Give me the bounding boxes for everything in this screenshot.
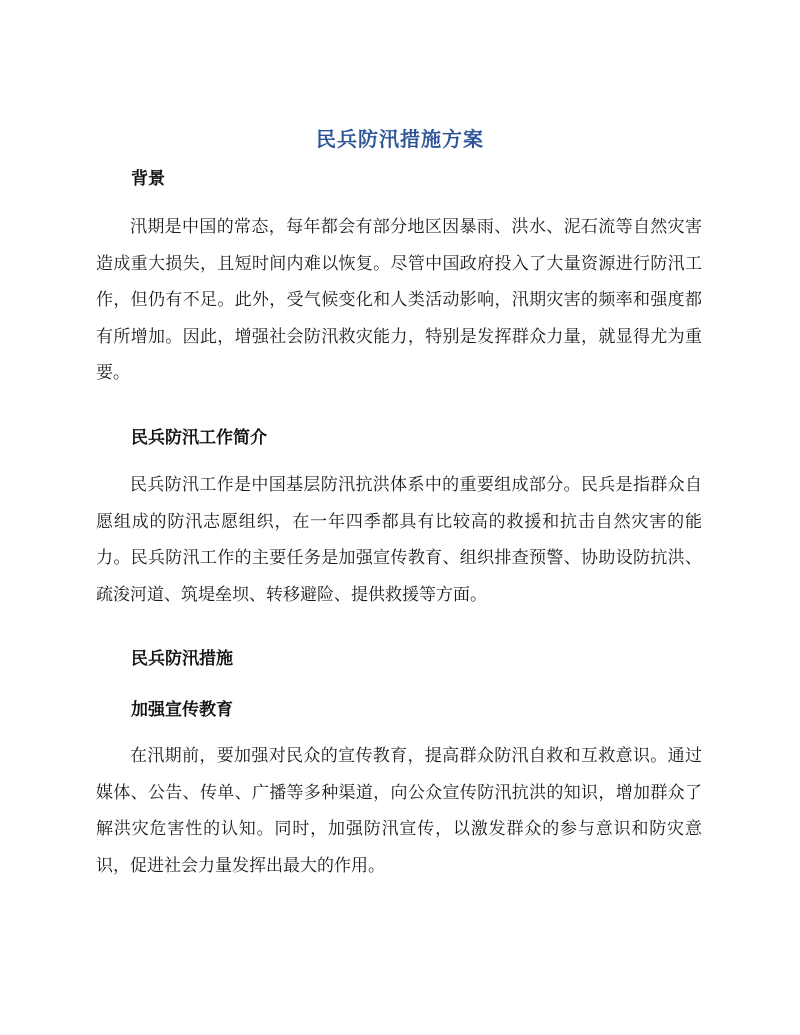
document-title: 民兵防汛措施方案 — [316, 127, 484, 151]
subsection-heading-education: 加强宣传教育 — [131, 700, 233, 720]
paragraph-intro: 民兵防汛工作是中国基层防汛抗洪体系中的重要组成部分。民兵是指群众自愿组成的防汛志愿组织，在一年四季都具有比较高的救援和抗击自然灾害的能力。民兵防汛工作的主要任务是加强宣传教育、组织排查预警、协助设防抗洪、疏浚河道、筑堤垒坝、转移避险、提供救援等方面。 — [96, 475, 702, 605]
section-heading-background: 背景 — [131, 169, 165, 189]
paragraph-background: 汛期是中国的常态，每年都会有部分地区因暴雨、洪水、泥石流等自然灾害造成重大损失，且短时间内难以恢复。尽管中国政府投入了大量资源进行防汛工作，但仍有不足。此外，受气候变化和人类活动影响，汛期灾害的频率和强度都有所增加。因此，增强社会防汛救灾能力，特别是发挥群众力量，就显得尤为重要。 — [96, 217, 702, 383]
section-heading-measures: 民兵防汛措施 — [131, 649, 233, 669]
section-heading-intro: 民兵防汛工作简介 — [131, 428, 267, 448]
paragraph-education: 在汛期前，要加强对民众的宣传教育，提高群众防汛自救和互救意识。通过媒体、公告、传单、广播等多种渠道，向公众宣传防汛抗洪的知识，增加群众了解洪灾危害性的认知。同时，加强防汛宣传，以激发群众的参与意识和防灾意识，促进社会力量发挥出最大的作用。 — [96, 746, 702, 876]
